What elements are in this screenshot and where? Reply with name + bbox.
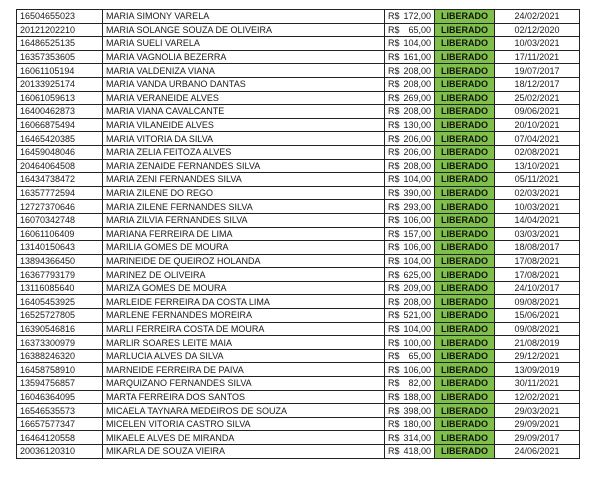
status-badge: LIBERADO	[435, 23, 495, 37]
amount: 208,00	[403, 106, 431, 117]
cell-id: 16046364095	[17, 390, 103, 404]
currency-symbol: R$	[388, 351, 400, 362]
table-row	[17, 254, 580, 268]
status-badge: LIBERADO	[435, 322, 495, 336]
cell-value	[385, 349, 435, 363]
cell-date: 10/03/2021	[495, 37, 580, 51]
table-row	[17, 145, 580, 159]
amount: 188,00	[403, 391, 431, 402]
amount: 106,00	[403, 364, 431, 375]
currency-symbol: R$	[388, 174, 400, 185]
cell-id: 16459048046	[17, 145, 103, 159]
currency-symbol: R$	[388, 296, 400, 307]
status-badge: LIBERADO	[435, 363, 495, 377]
currency-symbol: R$	[388, 269, 400, 280]
amount: 314,00	[403, 432, 431, 443]
cell-value	[385, 445, 435, 459]
cell-id: 13140150643	[17, 241, 103, 255]
status-badge: LIBERADO	[435, 37, 495, 51]
cell-date: 09/08/2021	[495, 295, 580, 309]
cell-name: MICAELA TAYNARA MEDEIROS DE SOUZA	[103, 404, 385, 418]
cell-value	[385, 186, 435, 200]
cell-date: 10/03/2021	[495, 200, 580, 214]
status-badge: LIBERADO	[435, 159, 495, 173]
cell-value	[385, 363, 435, 377]
cell-date: 17/11/2021	[495, 50, 580, 64]
status-badge: LIBERADO	[435, 10, 495, 24]
cell-id: 16525727805	[17, 309, 103, 323]
cell-id: 20464064508	[17, 159, 103, 173]
cell-name: MARLEIDE FERREIRA DA COSTA LIMA	[103, 295, 385, 309]
status-badge: LIBERADO	[435, 118, 495, 132]
table-row	[17, 118, 580, 132]
status-badge: LIBERADO	[435, 309, 495, 323]
table-row	[17, 227, 580, 241]
cell-value	[385, 105, 435, 119]
status-badge: LIBERADO	[435, 268, 495, 282]
table-row	[17, 132, 580, 146]
currency-symbol: R$	[388, 201, 400, 212]
currency-symbol: R$	[388, 160, 400, 171]
status-badge: LIBERADO	[435, 445, 495, 459]
amount: 104,00	[403, 323, 431, 334]
cell-value	[385, 268, 435, 282]
amount: 390,00	[403, 188, 431, 199]
table-row	[17, 213, 580, 227]
amount: 418,00	[403, 446, 431, 457]
cell-id: 16434738472	[17, 173, 103, 187]
cell-value	[385, 173, 435, 187]
cell-date: 03/03/2021	[495, 227, 580, 241]
cell-id: 13594756857	[17, 377, 103, 391]
cell-date: 09/06/2021	[495, 105, 580, 119]
cell-value	[385, 64, 435, 78]
status-badge: LIBERADO	[435, 241, 495, 255]
amount: 293,00	[403, 201, 431, 212]
cell-id: 16061059613	[17, 91, 103, 105]
cell-date: 24/06/2021	[495, 445, 580, 459]
table-row	[17, 241, 580, 255]
currency-symbol: R$	[388, 446, 400, 457]
currency-symbol: R$	[388, 11, 400, 22]
beneficiary-table	[16, 9, 580, 459]
cell-id: 16458758910	[17, 363, 103, 377]
cell-name: MARIA SOLANGE SOUZA DE OLIVEIRA	[103, 23, 385, 37]
cell-name: MARIA ZENI FERNANDES SILVA	[103, 173, 385, 187]
cell-date: 14/04/2021	[495, 213, 580, 227]
status-badge: LIBERADO	[435, 64, 495, 78]
cell-value	[385, 322, 435, 336]
cell-date: 20/10/2021	[495, 118, 580, 132]
cell-value	[385, 132, 435, 146]
table-row	[17, 173, 580, 187]
amount: 209,00	[403, 283, 431, 294]
cell-name: MARIA VILANEIDE ALVES	[103, 118, 385, 132]
cell-name: MARIA VITORIA DA SILVA	[103, 132, 385, 146]
cell-value	[385, 145, 435, 159]
cell-date: 29/09/2017	[495, 431, 580, 445]
cell-name: MARIA VERANEIDE ALVES	[103, 91, 385, 105]
currency-symbol: R$	[388, 120, 400, 131]
currency-symbol: R$	[388, 188, 400, 199]
table-row	[17, 50, 580, 64]
cell-id: 16465420385	[17, 132, 103, 146]
cell-name: MARINEIDE DE QUEIROZ HOLANDA	[103, 254, 385, 268]
cell-id: 16390546816	[17, 322, 103, 336]
status-badge: LIBERADO	[435, 105, 495, 119]
cell-name: MARIA ZILENE DO REGO	[103, 186, 385, 200]
cell-date: 02/12/2020	[495, 23, 580, 37]
cell-name: MARIA ZENAIDE FERNANDES SILVA	[103, 159, 385, 173]
amount: 521,00	[403, 310, 431, 321]
cell-date: 18/08/2017	[495, 241, 580, 255]
amount: 106,00	[403, 242, 431, 253]
cell-name: MARIA VAGNOLIA BEZERRA	[103, 50, 385, 64]
cell-name: MARQUIZANO FERNANDES SILVA	[103, 377, 385, 391]
status-badge: LIBERADO	[435, 50, 495, 64]
table-row	[17, 200, 580, 214]
amount: 208,00	[403, 79, 431, 90]
cell-id: 20036120310	[17, 445, 103, 459]
status-badge: LIBERADO	[435, 377, 495, 391]
status-badge: LIBERADO	[435, 200, 495, 214]
currency-symbol: R$	[388, 147, 400, 158]
cell-name: MARTA FERREIRA DOS SANTOS	[103, 390, 385, 404]
table-row	[17, 91, 580, 105]
cell-value	[385, 295, 435, 309]
table-row	[17, 105, 580, 119]
currency-symbol: R$	[388, 283, 400, 294]
currency-symbol: R$	[388, 405, 400, 416]
cell-date: 24/02/2021	[495, 10, 580, 24]
cell-date: 02/08/2021	[495, 145, 580, 159]
currency-symbol: R$	[388, 310, 400, 321]
status-badge: LIBERADO	[435, 91, 495, 105]
cell-date: 07/04/2021	[495, 132, 580, 146]
currency-symbol: R$	[388, 228, 400, 239]
cell-date: 12/02/2021	[495, 390, 580, 404]
status-badge: LIBERADO	[435, 173, 495, 187]
amount: 65,00	[408, 351, 431, 362]
cell-date: 29/09/2021	[495, 417, 580, 431]
cell-id: 13116085640	[17, 281, 103, 295]
amount: 161,00	[403, 52, 431, 63]
cell-name: MARLUCIA ALVES DA SILVA	[103, 349, 385, 363]
currency-symbol: R$	[388, 106, 400, 117]
amount: 100,00	[403, 337, 431, 348]
table-row	[17, 363, 580, 377]
cell-date: 13/09/2019	[495, 363, 580, 377]
amount: 208,00	[403, 160, 431, 171]
currency-symbol: R$	[388, 242, 400, 253]
cell-date: 09/08/2021	[495, 322, 580, 336]
amount: 208,00	[403, 296, 431, 307]
cell-value	[385, 200, 435, 214]
currency-symbol: R$	[388, 419, 400, 430]
amount: 625,00	[403, 269, 431, 280]
amount: 104,00	[403, 38, 431, 49]
cell-name: MIKARLA DE SOUZA VIEIRA	[103, 445, 385, 459]
table-row	[17, 431, 580, 445]
cell-name: MARINEZ DE OLIVEIRA	[103, 268, 385, 282]
cell-value	[385, 404, 435, 418]
currency-symbol: R$	[388, 79, 400, 90]
cell-id: 16504655023	[17, 10, 103, 24]
cell-name: MARLI FERREIRA COSTA DE MOURA	[103, 322, 385, 336]
amount: 65,00	[408, 24, 431, 35]
table-body	[17, 10, 580, 459]
currency-symbol: R$	[388, 391, 400, 402]
currency-symbol: R$	[388, 65, 400, 76]
table-row	[17, 390, 580, 404]
amount: 157,00	[403, 228, 431, 239]
amount: 206,00	[403, 147, 431, 158]
status-badge: LIBERADO	[435, 417, 495, 431]
amount: 106,00	[403, 215, 431, 226]
cell-id: 16388246320	[17, 349, 103, 363]
cell-value	[385, 77, 435, 91]
cell-name: MARIA SIMONY VARELA	[103, 10, 385, 24]
amount: 104,00	[403, 174, 431, 185]
cell-name: MARIANA FERREIRA DE LIMA	[103, 227, 385, 241]
table-row	[17, 159, 580, 173]
table-row	[17, 64, 580, 78]
cell-date: 17/08/2021	[495, 268, 580, 282]
status-badge: LIBERADO	[435, 186, 495, 200]
table-row	[17, 186, 580, 200]
cell-id: 16486525135	[17, 37, 103, 51]
cell-name: MARILIA GOMES DE MOURA	[103, 241, 385, 255]
status-badge: LIBERADO	[435, 227, 495, 241]
cell-value	[385, 227, 435, 241]
currency-symbol: R$	[388, 255, 400, 266]
cell-name: MICELEN VITORIA CASTRO SILVA	[103, 417, 385, 431]
cell-name: MARIA ZELIA FEITOZA ALVES	[103, 145, 385, 159]
cell-name: MARIZA GOMES DE MOURA	[103, 281, 385, 295]
cell-name: MIKAELE ALVES DE MIRANDA	[103, 431, 385, 445]
cell-id: 16405453925	[17, 295, 103, 309]
cell-name: MARLIR SOARES LEITE MAIA	[103, 336, 385, 350]
cell-value	[385, 336, 435, 350]
table-row	[17, 404, 580, 418]
status-badge: LIBERADO	[435, 145, 495, 159]
amount: 398,00	[403, 405, 431, 416]
status-badge: LIBERADO	[435, 254, 495, 268]
cell-id: 16357772594	[17, 186, 103, 200]
amount: 82,00	[408, 378, 431, 389]
cell-id: 12727370646	[17, 200, 103, 214]
currency-symbol: R$	[388, 92, 400, 103]
cell-value	[385, 10, 435, 24]
currency-symbol: R$	[388, 133, 400, 144]
table-row	[17, 10, 580, 24]
table-row	[17, 23, 580, 37]
table-row	[17, 281, 580, 295]
cell-id: 13894366450	[17, 254, 103, 268]
cell-date: 15/06/2021	[495, 309, 580, 323]
cell-value	[385, 417, 435, 431]
cell-date: 19/07/2017	[495, 64, 580, 78]
table-row	[17, 77, 580, 91]
table-row	[17, 37, 580, 51]
table-row	[17, 295, 580, 309]
amount: 104,00	[403, 255, 431, 266]
cell-date: 29/12/2021	[495, 349, 580, 363]
status-badge: LIBERADO	[435, 132, 495, 146]
table-row	[17, 322, 580, 336]
cell-date: 02/03/2021	[495, 186, 580, 200]
table-row	[17, 309, 580, 323]
cell-name: MARIA VIANA CAVALCANTE	[103, 105, 385, 119]
cell-value	[385, 213, 435, 227]
cell-value	[385, 309, 435, 323]
currency-symbol: R$	[388, 38, 400, 49]
cell-name: MARNEIDE FERREIRA DE PAIVA	[103, 363, 385, 377]
status-badge: LIBERADO	[435, 336, 495, 350]
currency-symbol: R$	[388, 432, 400, 443]
cell-id: 20133925174	[17, 77, 103, 91]
cell-id: 16066875494	[17, 118, 103, 132]
cell-value	[385, 377, 435, 391]
status-badge: LIBERADO	[435, 349, 495, 363]
cell-name: MARIA VALDENIZA VIANA	[103, 64, 385, 78]
cell-id: 16464120558	[17, 431, 103, 445]
table-row	[17, 336, 580, 350]
cell-value	[385, 390, 435, 404]
currency-symbol: R$	[388, 337, 400, 348]
cell-date: 21/08/2019	[495, 336, 580, 350]
cell-id: 16070342748	[17, 213, 103, 227]
cell-value	[385, 50, 435, 64]
cell-id: 20121202210	[17, 23, 103, 37]
cell-value	[385, 91, 435, 105]
status-badge: LIBERADO	[435, 77, 495, 91]
table-row	[17, 417, 580, 431]
cell-value	[385, 281, 435, 295]
cell-id: 16061105194	[17, 64, 103, 78]
cell-value	[385, 254, 435, 268]
table-row	[17, 268, 580, 282]
cell-name: MARIA ZILVIA FERNANDES SILVA	[103, 213, 385, 227]
cell-value	[385, 241, 435, 255]
cell-value	[385, 23, 435, 37]
currency-symbol: R$	[388, 52, 400, 63]
status-badge: LIBERADO	[435, 281, 495, 295]
cell-name: MARIA SUELI VARELA	[103, 37, 385, 51]
cell-date: 30/11/2021	[495, 377, 580, 391]
currency-symbol: R$	[388, 215, 400, 226]
amount: 206,00	[403, 133, 431, 144]
status-badge: LIBERADO	[435, 404, 495, 418]
cell-id: 16061106409	[17, 227, 103, 241]
cell-id: 16367793179	[17, 268, 103, 282]
currency-symbol: R$	[388, 378, 400, 389]
table-row	[17, 377, 580, 391]
cell-id: 16546535573	[17, 404, 103, 418]
cell-date: 25/02/2021	[495, 91, 580, 105]
table-row	[17, 445, 580, 459]
amount: 172,00	[403, 11, 431, 22]
cell-value	[385, 431, 435, 445]
status-badge: LIBERADO	[435, 295, 495, 309]
cell-date: 29/03/2021	[495, 404, 580, 418]
cell-value	[385, 159, 435, 173]
cell-name: MARLENE FERNANDES MOREIRA	[103, 309, 385, 323]
status-badge: LIBERADO	[435, 213, 495, 227]
cell-name: MARIA VANDA URBANO DANTAS	[103, 77, 385, 91]
cell-date: 18/12/2017	[495, 77, 580, 91]
status-badge: LIBERADO	[435, 431, 495, 445]
cell-id: 16657577347	[17, 417, 103, 431]
amount: 130,00	[403, 120, 431, 131]
cell-date: 05/11/2021	[495, 173, 580, 187]
amount: 269,00	[403, 92, 431, 103]
cell-date: 13/10/2021	[495, 159, 580, 173]
amount: 180,00	[403, 419, 431, 430]
cell-id: 16357353605	[17, 50, 103, 64]
cell-id: 16400462873	[17, 105, 103, 119]
currency-symbol: R$	[388, 364, 400, 375]
cell-id: 16373300979	[17, 336, 103, 350]
cell-value	[385, 118, 435, 132]
cell-date: 17/08/2021	[495, 254, 580, 268]
cell-date: 24/10/2017	[495, 281, 580, 295]
currency-symbol: R$	[388, 323, 400, 334]
cell-name: MARIA ZILENE FERNANDES SILVA	[103, 200, 385, 214]
table-row	[17, 349, 580, 363]
cell-value	[385, 37, 435, 51]
status-badge: LIBERADO	[435, 390, 495, 404]
currency-symbol: R$	[388, 24, 400, 35]
amount: 208,00	[403, 65, 431, 76]
